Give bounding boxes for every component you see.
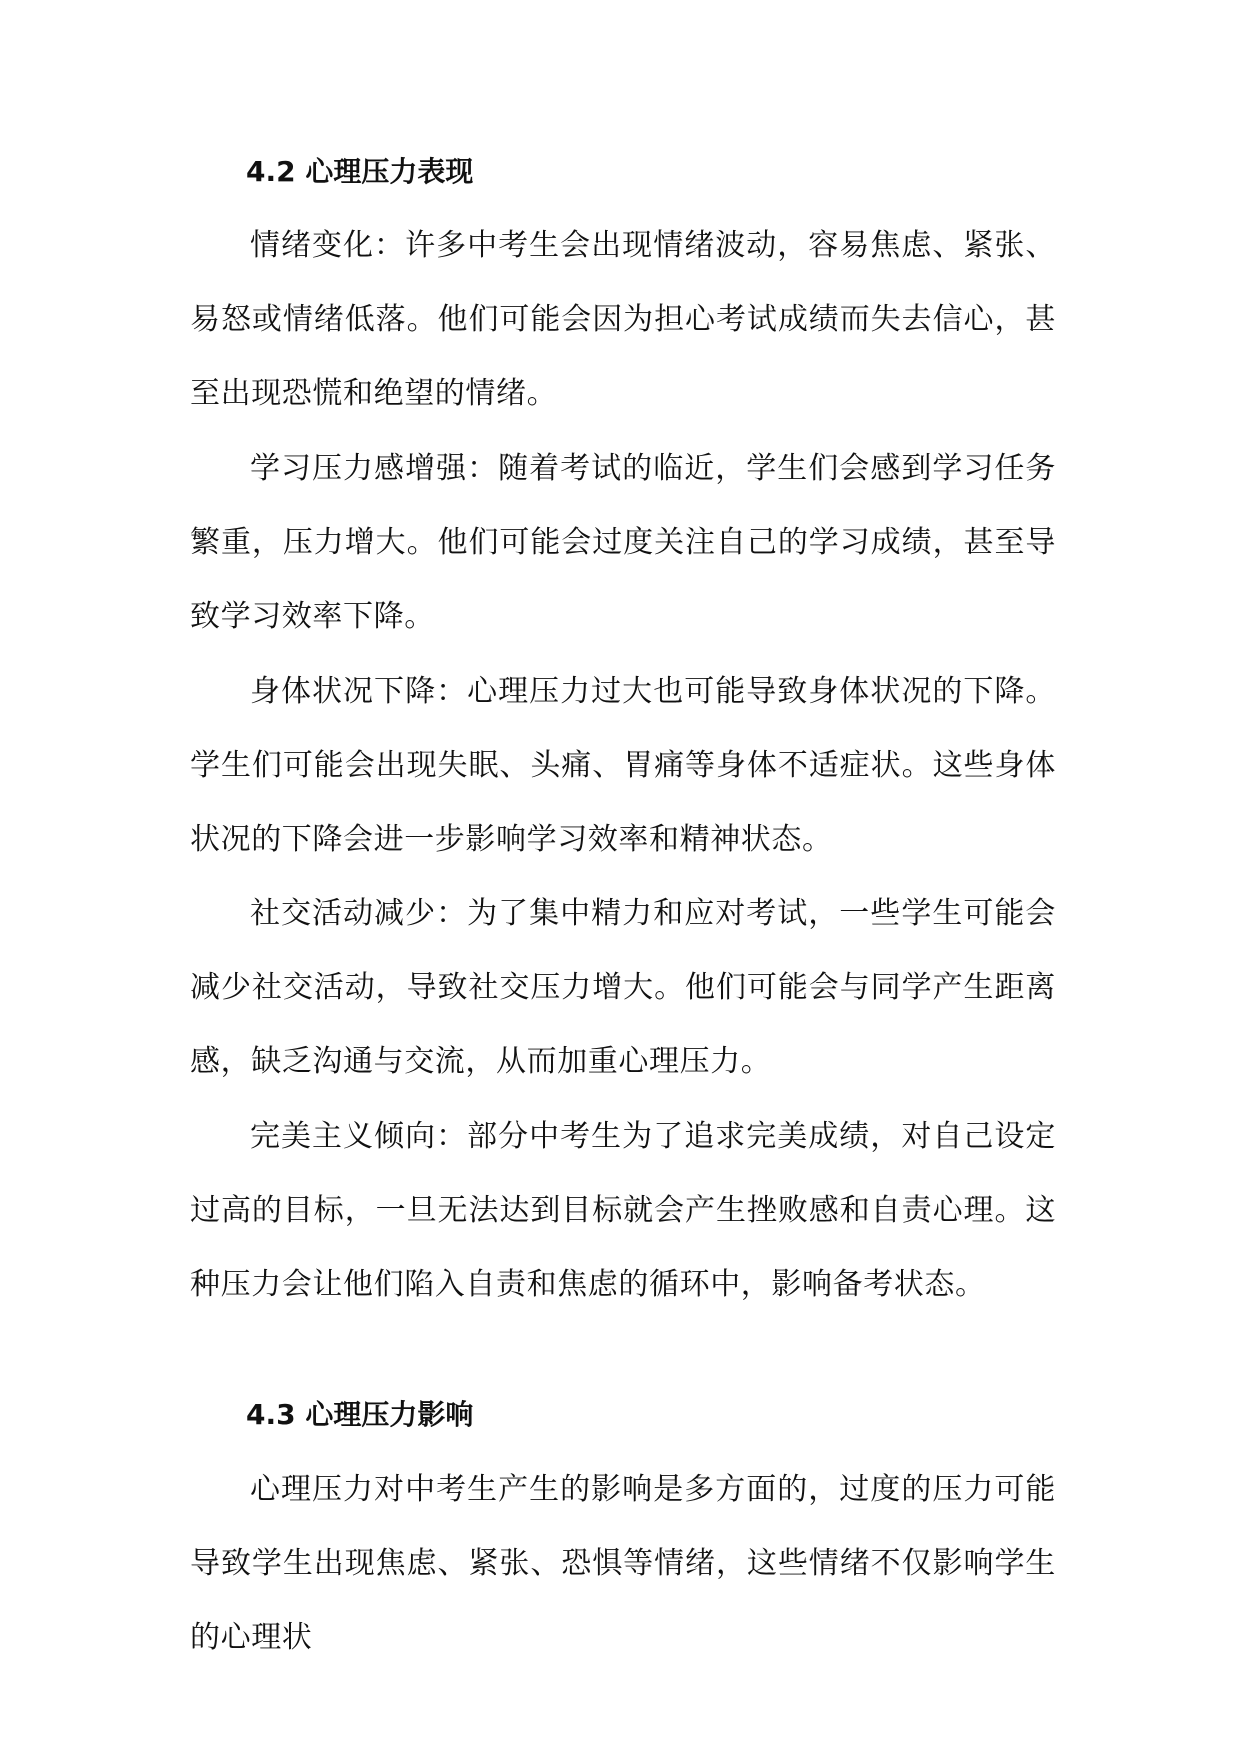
paragraph-pressure-impact: 心理压力对中考生产生的影响是多方面的，过度的压力可能导致学生出现焦虑、紧张、恐惧等情绪，这些情绪不仅影响学生的心理状 (190, 1472, 1056, 1655)
paragraph-perfectionism: 完美主义倾向：部分中考生为了追求完美成绩，对自己设定过高的目标，一旦无法达到目标就会产生挫败感和自责心理。这种压力会让他们陷入自责和焦虑的循环中，影响备考状态。 (190, 1119, 1056, 1302)
paragraph-physical-decline: 身体状况下降：心理压力过大也可能导致身体状况的下降。学生们可能会出现失眠、头痛、胃痛等身体不适症状。这些身体状况的下降会进一步影响学习效率和精神状态。 (190, 674, 1056, 857)
section-heading-4-3: 4.3 心理压力影响 (246, 1398, 474, 1431)
paragraph-study-pressure: 学习压力感增强：随着考试的临近，学生们会感到学习任务繁重，压力增大。他们可能会过度关注自己的学习成绩，甚至导致学习效率下降。 (190, 451, 1056, 634)
section-heading-4-2: 4.2 心理压力表现 (246, 155, 474, 188)
paragraph-social-reduction: 社交活动减少：为了集中精力和应对考试，一些学生可能会减少社交活动，导致社交压力增大。他们可能会与同学产生距离感，缺乏沟通与交流，从而加重心理压力。 (190, 896, 1056, 1079)
paragraph-emotional-changes: 情绪变化：许多中考生会出现情绪波动，容易焦虑、紧张、易怒或情绪低落。他们可能会因为担心考试成绩而失去信心，甚至出现恐慌和绝望的情绪。 (190, 228, 1056, 411)
